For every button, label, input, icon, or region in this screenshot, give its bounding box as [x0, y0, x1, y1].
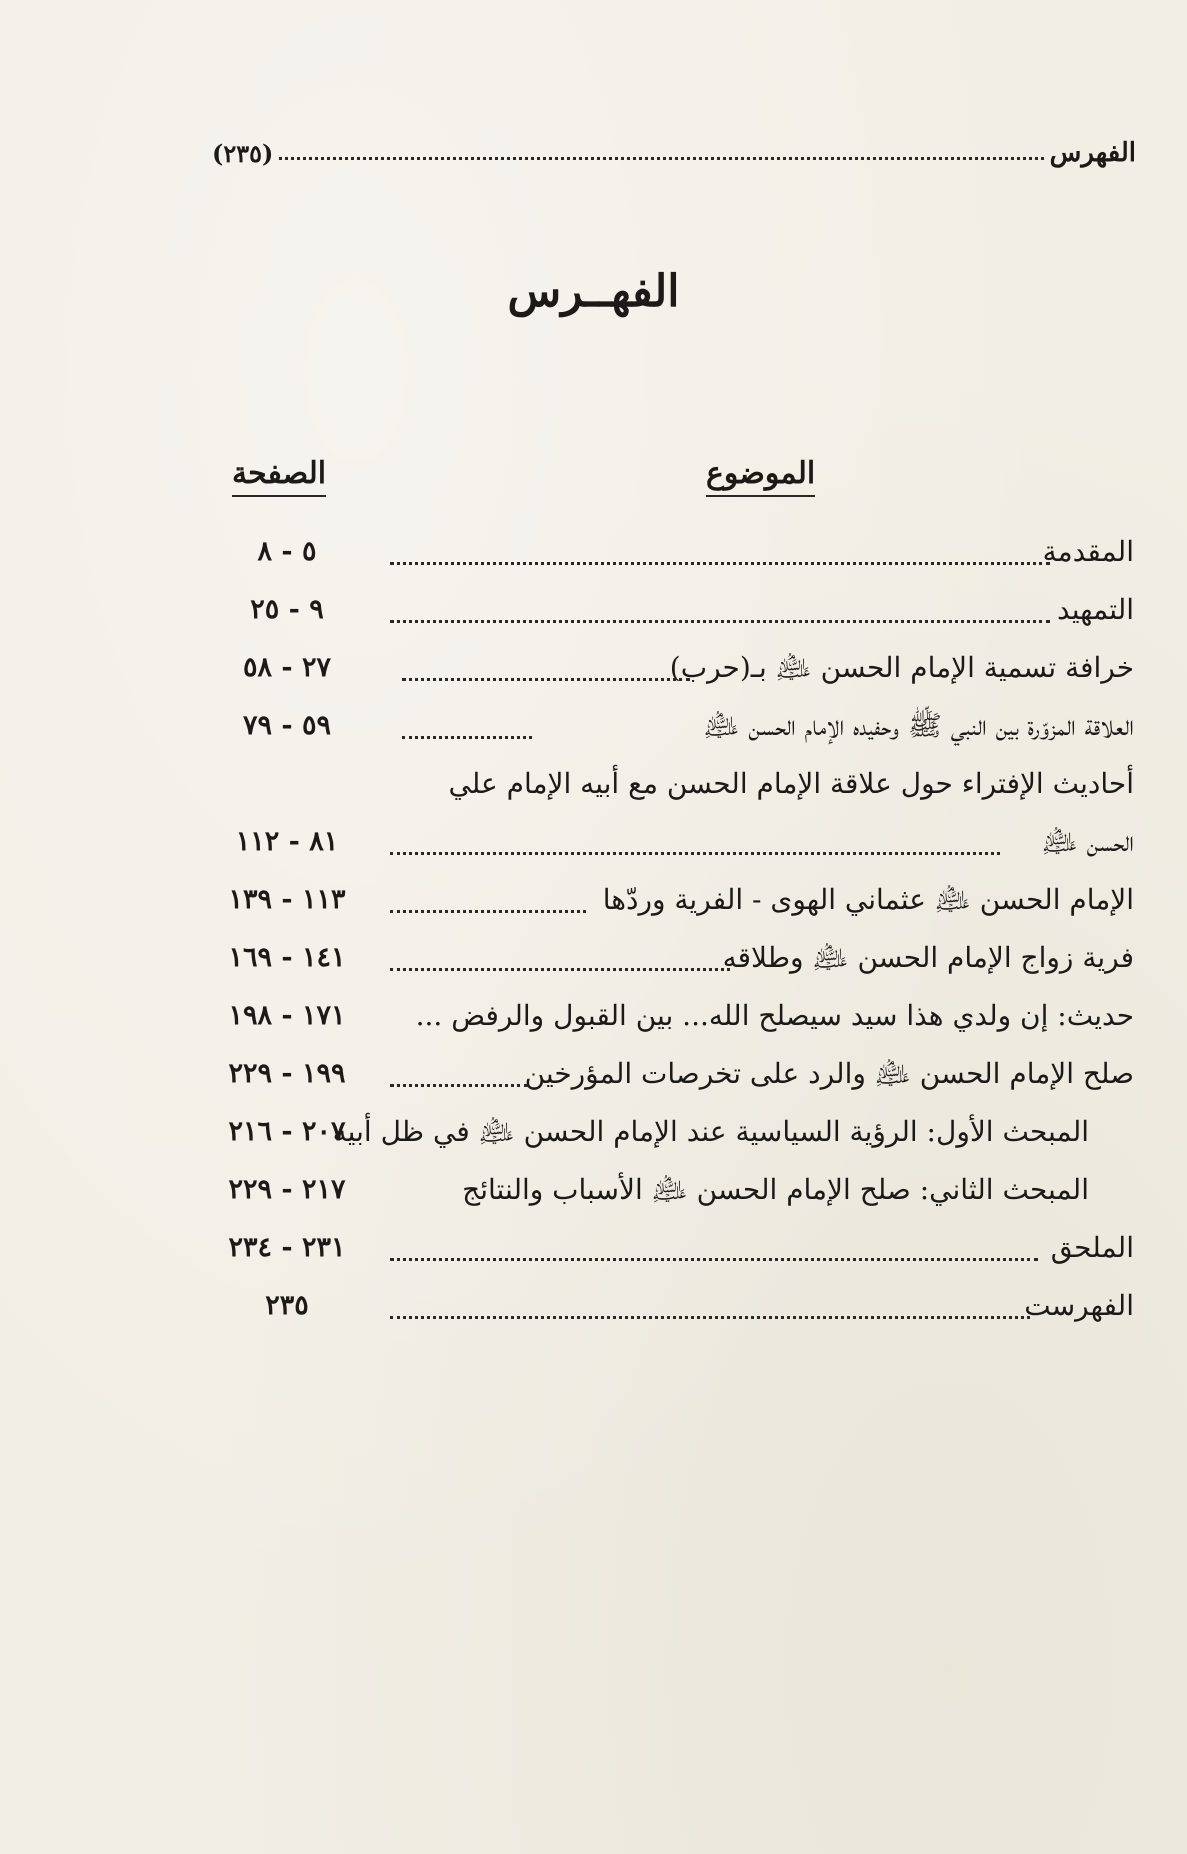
- running-header-leader: [279, 157, 1043, 160]
- toc-entry-pages: ١٩٩ - ٢٢٩: [228, 1058, 346, 1089]
- toc-entry: [0, 994, 1187, 1052]
- toc-entry: [0, 530, 1187, 588]
- toc-entry-pages: ٥٩ - ٧٩: [242, 710, 332, 741]
- dot-leader: [402, 736, 532, 739]
- toc-entry: [0, 936, 1187, 994]
- running-header-title: الفهرس: [1049, 138, 1136, 168]
- table-of-contents: [0, 530, 1187, 1342]
- toc-entry-title: التمهيد: [1057, 593, 1134, 626]
- running-header-page-number: (٢٣٥): [212, 139, 274, 168]
- toc-entry-title: صلح الإمام الحسن ﵇ والرد على تخرصات المؤرخين: [524, 1057, 1134, 1090]
- column-header-page: الصفحة: [232, 456, 326, 497]
- toc-entry-title: الحسن ﵇: [1041, 825, 1134, 858]
- running-header: [212, 128, 1136, 168]
- toc-entry-title: الفهرست: [1024, 1289, 1134, 1322]
- toc-entry-title: العلاقة المزوّرة بين النبي ﷺ وحفيده الإمام الحسن ﵇: [703, 709, 1134, 742]
- dot-leader: [390, 1316, 1030, 1319]
- toc-entry-pages: ٢٠٧ - ٢١٦: [228, 1116, 346, 1147]
- page-title: الفهــرس: [507, 266, 680, 317]
- toc-entry-title: الملحق: [1050, 1231, 1134, 1264]
- toc-entry-pages: ٢٧ - ٥٨: [242, 652, 332, 683]
- toc-entry-title: أحاديث الإفتراء حول علاقة الإمام الحسن مع أبيه الإمام علي: [448, 767, 1134, 800]
- toc-entry: [0, 1110, 1187, 1168]
- toc-entry-pages: ٨١ - ١١٢: [235, 826, 339, 857]
- toc-entry: [0, 1168, 1187, 1226]
- dot-leader: [390, 910, 586, 913]
- toc-entry: [0, 1284, 1187, 1342]
- toc-entry: [0, 1226, 1187, 1284]
- dot-leader: [390, 562, 1050, 565]
- toc-entry: [0, 820, 1187, 878]
- toc-entry-title: خرافة تسمية الإمام الحسن ﵇ بـ(حرب): [669, 651, 1134, 684]
- toc-entry: [0, 878, 1187, 936]
- toc-entry-title: حديث: إن ولدي هذا سيد سيصلح الله... بين القبول والرفض ...: [415, 999, 1134, 1032]
- toc-entry-title: الإمام الحسن ﵇ عثماني الهوى - الفرية وردّها: [602, 883, 1134, 916]
- toc-entry-pages: ١٧١ - ١٩٨: [228, 1000, 346, 1031]
- dot-leader: [390, 1258, 1038, 1261]
- dot-leader: [390, 852, 1000, 855]
- toc-entry-pages: ٩ - ٢٥: [250, 594, 324, 625]
- toc-entry-title: المقدمة: [1042, 535, 1134, 568]
- toc-entry: [0, 1052, 1187, 1110]
- toc-entry-pages: ١٤١ - ١٦٩: [228, 942, 346, 973]
- dot-leader: [402, 678, 690, 681]
- toc-entry-pages: ٢٣٥: [265, 1290, 309, 1321]
- toc-entry-title: فرية زواج الإمام الحسن ﵇ وطلاقه: [722, 941, 1134, 974]
- toc-entry: [0, 704, 1187, 762]
- toc-entry-pages: ٢٣١ - ٢٣٤: [228, 1232, 346, 1263]
- toc-entry-pages: ٥ - ٨: [257, 536, 317, 567]
- dot-leader: [390, 968, 730, 971]
- column-header-topic: الموضوع: [706, 456, 815, 497]
- toc-entry-pages: ٢١٧ - ٢٢٩: [228, 1174, 346, 1205]
- dot-leader: [390, 620, 1050, 623]
- toc-entry-title: المبحث الأول: الرؤية السياسية عند الإمام الحسن ﵇ في ظل أبيه: [332, 1115, 1089, 1148]
- toc-entry: [0, 762, 1187, 820]
- toc-entry-pages: ١١٣ - ١٣٩: [228, 884, 346, 915]
- dot-leader: [390, 1084, 528, 1087]
- toc-entry: [0, 646, 1187, 704]
- toc-entry-title: المبحث الثاني: صلح الإمام الحسن ﵇ الأسباب والنتائج: [462, 1173, 1089, 1206]
- toc-entry: [0, 588, 1187, 646]
